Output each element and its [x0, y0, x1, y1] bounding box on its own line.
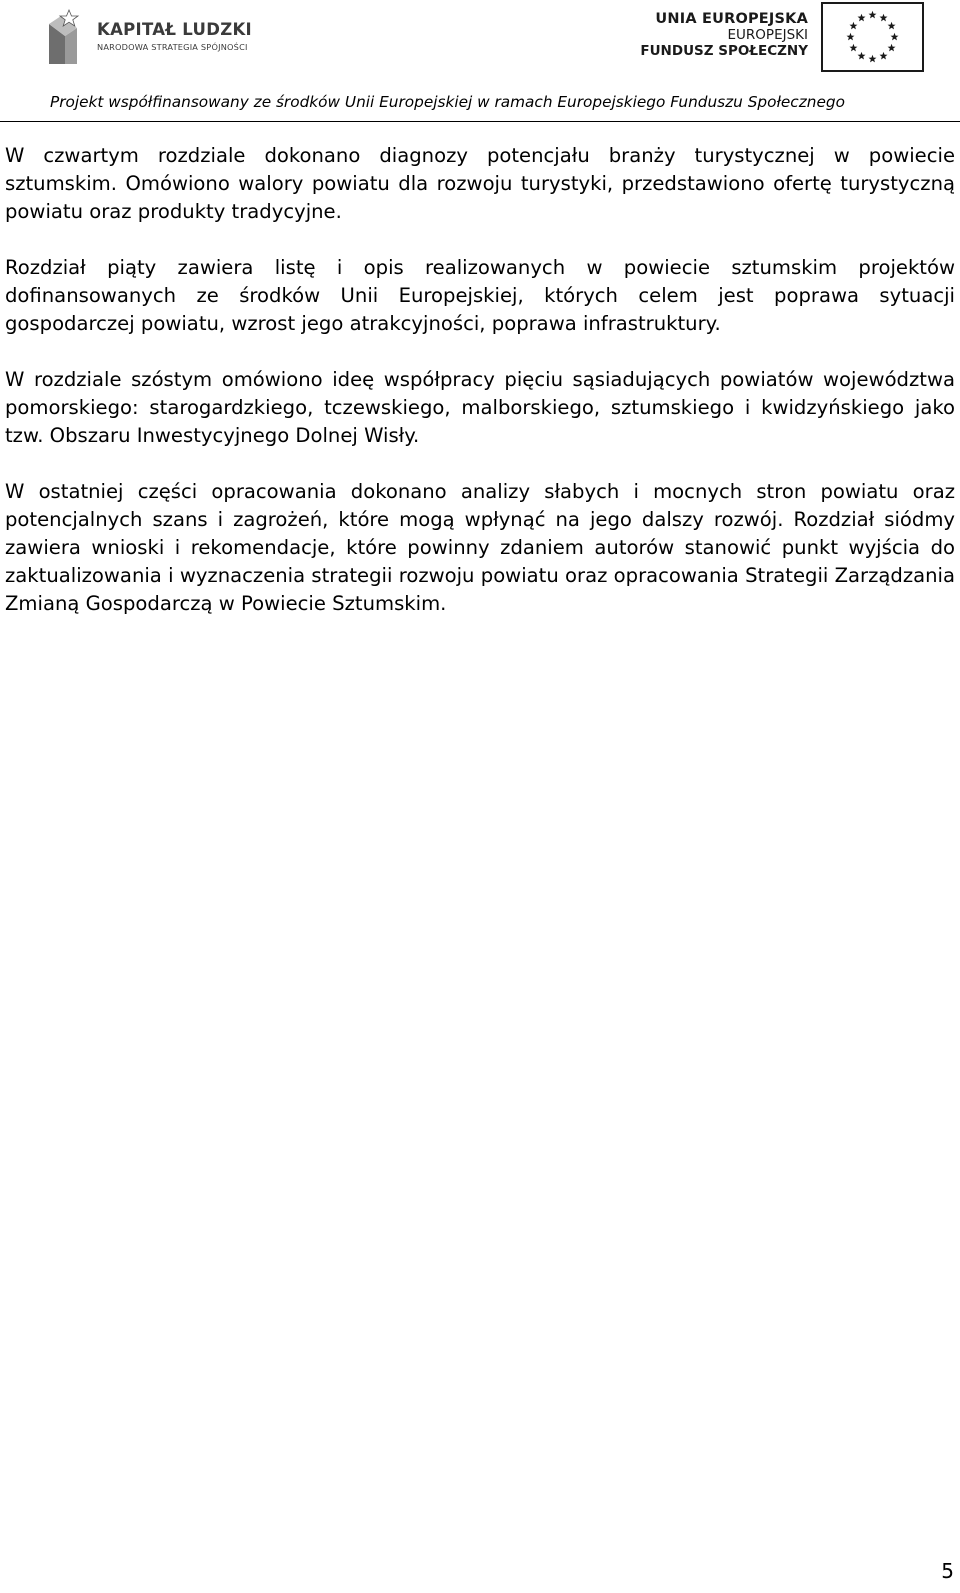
paragraph-chapter-six: W rozdziale szóstym omówiono ideę współpracy pięciu sąsiadujących powiatów województwa pomorskiego: starogardzkiego, tczewskiego, malborskiego, sztumskiego i kwidzyńskiego jako tzw. Obszaru Inwestycyjnego Dolnej Wisły.	[5, 368, 955, 447]
eu-logo-text	[608, 11, 808, 60]
project-tagline: Projekt współfinansowany ze środków Unii Europejskiej w ramach Europejskiego Funduszu Społecznego	[50, 93, 845, 111]
kapital-ludzki-title: KAPITAŁ LUDZKI	[97, 20, 252, 39]
kapital-ludzki-subtitle: NARODOWA STRATEGIA SPÓJNOŚCI	[97, 42, 248, 52]
document-body	[5, 142, 955, 646]
kapital-ludzki-emblem-icon	[45, 6, 93, 66]
eu-flag-icon	[821, 2, 924, 72]
eu-logo-line3: FUNDUSZ SPOŁECZNY	[640, 43, 808, 59]
paragraph-chapter-five: Rozdział piąty zawiera listę i opis realizowanych w powiecie sztumskim projektów dofinansowanych ze środków Unii Europejskiej, których celem jest poprawa sytuacji gospodarczej powiatu, wzrost jego atrakcyjności, poprawa infrastruktury.	[5, 256, 955, 335]
header-divider	[0, 121, 960, 122]
eu-logo-line1: UNIA EUROPEJSKA	[655, 11, 808, 27]
page-number: 5	[941, 1559, 954, 1583]
eu-logo-line2: EUROPEJSKI	[727, 27, 808, 43]
paragraph-final-section: W ostatniej części opracowania dokonano analizy słabych i mocnych stron powiatu oraz potencjalnych szans i zagrożeń, które mogą wpłynąć na jego dalszy rozwój. Rozdział siódmy zawiera wnioski i rekomendacje, które powinny zdaniem autorów stanowić punkt wyjścia do zaktualizowania i wyznaczenia strategii rozwoju powiatu oraz opracowania Strategii Zarządzania Zmianą Gospodarczą w Powiecie Sztumskim.	[5, 480, 955, 615]
paragraph-chapter-four: W czwartym rozdziale dokonano diagnozy potencjału branży turystycznej w powiecie sztumskim. Omówiono walory powiatu dla rozwoju turystyki, przedstawiono ofertę turystyczną powiatu oraz produkty tradycyjne.	[5, 144, 955, 223]
kapital-ludzki-logo	[45, 6, 252, 66]
page-header	[0, 0, 960, 125]
